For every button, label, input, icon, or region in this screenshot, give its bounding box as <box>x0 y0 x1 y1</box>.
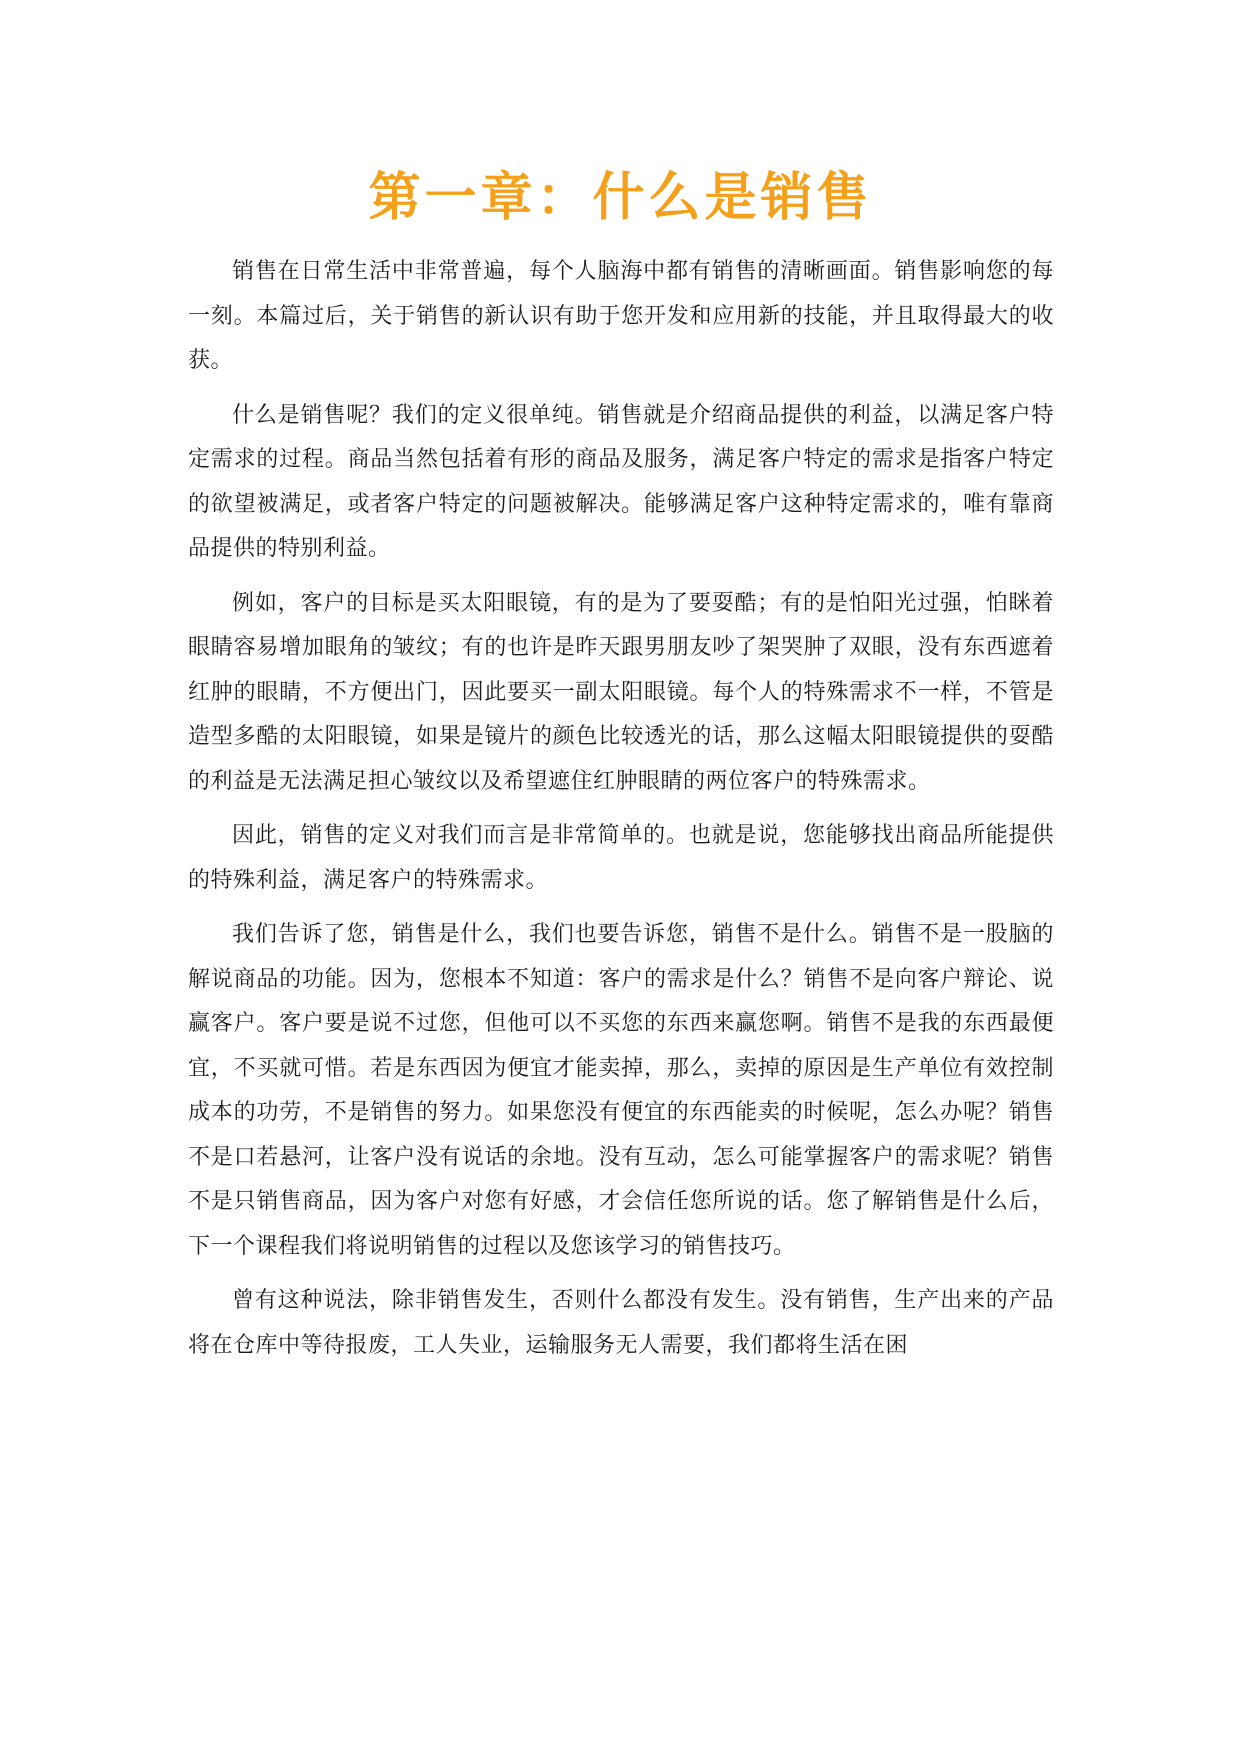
paragraph-5: 我们告诉了您，销售是什么，我们也要告诉您，销售不是什么。销售不是一股脑的解说商品的功能。因为，您根本不知道：客户的需求是什么？销售不是向客户辩论、说赢客户。客户要是说不过您，但他可以不买您的东西来赢您啊。销售不是我的东西最便宜，不买就可惜。若是东西因为便宜才能卖掉，那么，卖掉的原因是生产单位有效控制成本的功劳，不是销售的努力。如果您没有便宜的东西能卖的时候呢，怎么办呢？销售不是口若悬河，让客户没有说话的余地。没有互动，怎么可能掌握客户的需求呢？销售不是只销售商品，因为客户对您有好感，才会信任您所说的话。您了解销售是什么后，下一个课程我们将说明销售的过程以及您该学习的销售技巧。 <box>188 922 1054 1259</box>
paragraph-1: 销售在日常生活中非常普遍，每个人脑海中都有销售的清晰画面。销售影响您的每一刻。本篇过后，关于销售的新认识有助于您开发和应用新的技能，并且取得最大的收获。 <box>188 259 1054 373</box>
chapter-title: 第一章：什么是销售 <box>368 167 873 228</box>
paragraph-3: 例如，客户的目标是买太阳眼镜，有的是为了要耍酷；有的是怕阳光过强，怕眯着眼睛容易增加眼角的皱纹；有的也许是昨天跟男朋友吵了架哭肿了双眼，没有东西遮着红肿的眼睛，不方便出门，因此要买一副太阳眼镜。每个人的特殊需求不一样，不管是造型多酷的太阳眼镜，如果是镜片的颜色比较透光的话，那么这幅太阳眼镜提供的耍酷的利益是无法满足担心皱纹以及希望遮住红肿眼睛的两位客户的特殊需求。 <box>188 590 1054 794</box>
body-text <box>188 250 1054 1378</box>
paragraph-4: 因此，销售的定义对我们而言是非常简单的。也就是说，您能够找出商品所能提供的特殊利益，满足客户的特殊需求。 <box>188 823 1054 893</box>
paragraph-6: 曾有这种说法，除非销售发生，否则什么都没有发生。没有销售，生产出来的产品将在仓库中等待报废，工人失业，运输服务无人需要，我们都将生活在困 <box>188 1288 1054 1358</box>
paragraph-2: 什么是销售呢？我们的定义很单纯。销售就是介绍商品提供的利益，以满足客户特定需求的过程。商品当然包括着有形的商品及服务，满足客户特定的需求是指客户特定的欲望被满足，或者客户特定的问题被解决。能够满足客户这种特定需求的，唯有靠商品提供的特别利益。 <box>188 402 1054 561</box>
